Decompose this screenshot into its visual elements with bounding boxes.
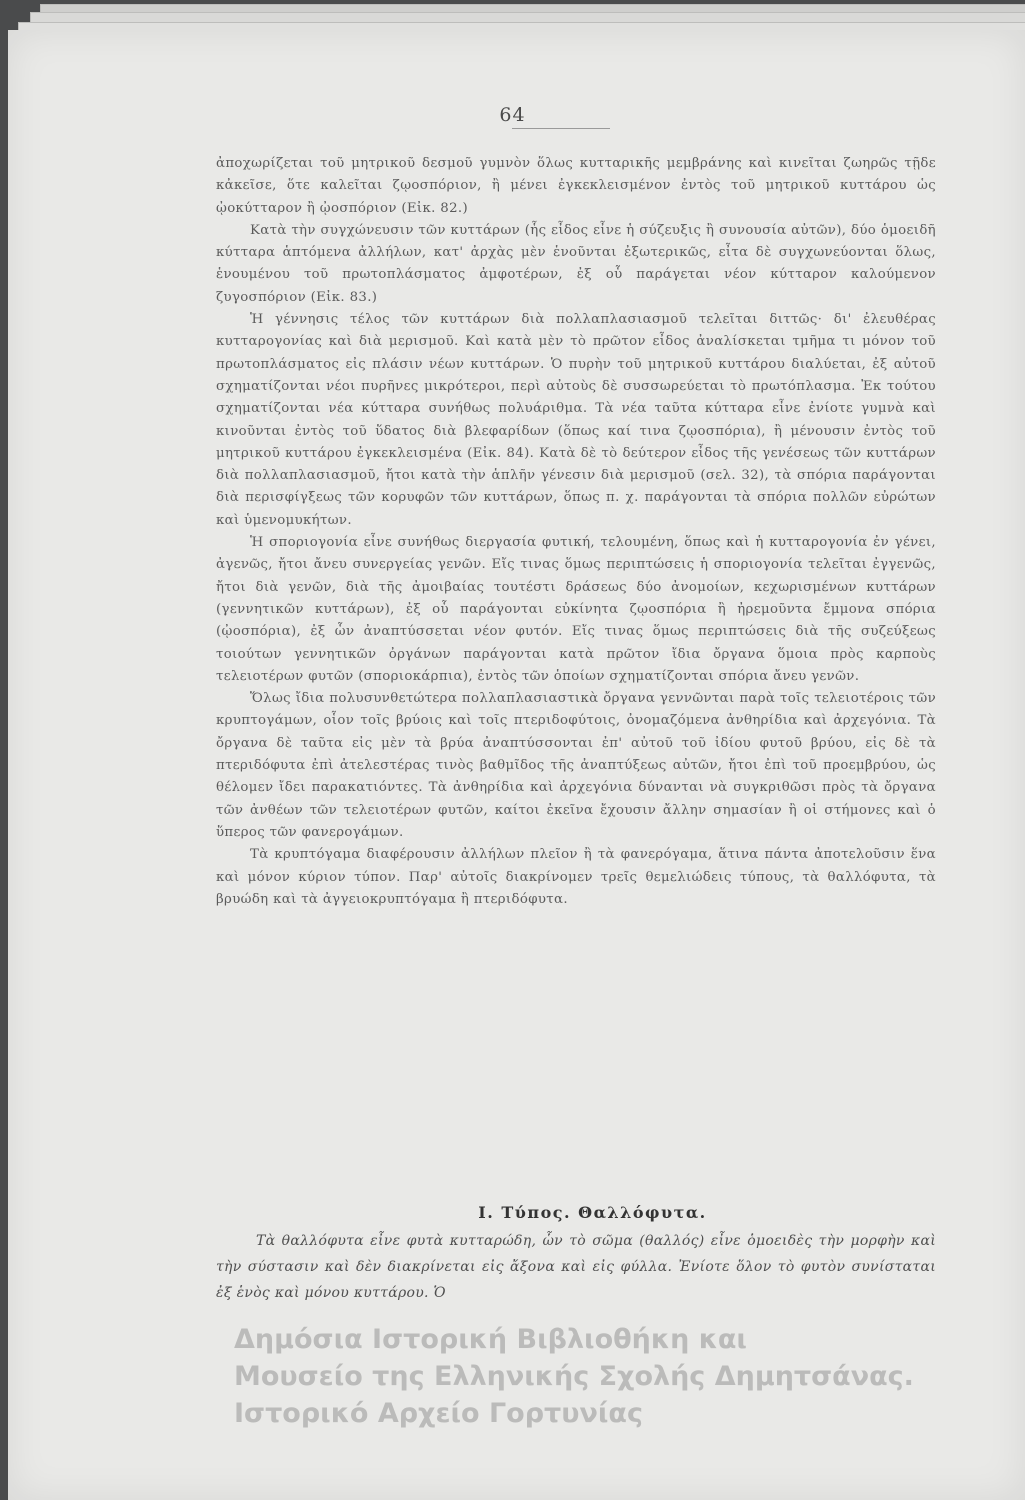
paragraph: ἀποχωρίζεται τοῦ μητρικοῦ δεσμοῦ γυμνὸν ὅλως κυτταρικῆς μεμβράνης καὶ κινεῖται ζωηρῶς τῇδε κἀκεῖσε, ὅτε καλεῖται ζῳοσπόριον, ἢ μένει ἐγκεκλεισμένον ἐντὸς τοῦ μητρικοῦ κυττάρου ὡς ᾠοκύτταρον ἢ ᾠοσπόριον (Εἰκ. 82.) (216, 156, 936, 216)
paragraph: Τὰ θαλλόφυτα εἶνε φυτὰ κυτταρώδη, ὧν τὸ σῶμα (θαλλός) εἶνε ὁμοειδὲς τὴν μορφὴν καὶ τὴν σύστασιν καὶ δὲν διακρίνεται εἰς ἄξονα καὶ εἰς φύλλα. Ἐνίοτε ὅλον τὸ φυτὸν συνίσταται ἐξ ἑνὸς καὶ μόνου κυττάρου. Ὁ (216, 1233, 936, 1301)
library-watermark (234, 1321, 1014, 1432)
paragraph: Ὅλως ἴδια πολυσυνθετώτερα πολλαπλασιαστικὰ ὄργανα γεννῶνται παρὰ τοῖς τελειοτέροις τῶν κρυπτογάμων, οἷον τοῖς βρύοις καὶ τοῖς πτεριδοφύτοις, ὀνομαζόμενα ἀνθηρίδια καὶ ἀρχεγόνια. Τὰ ὄργανα δὲ ταῦτα εἰς μὲν τὰ βρύα ἀναπτύσσονται ἐπ' αὐτοῦ τοῦ ἰδίου φυτοῦ βρύου, εἰς δὲ τὰ πτεριδόφυτα ἐπὶ ἀτελεστέρας τινὸς βαθμῖδος τῆς ἀναπτύξεως αὐτῶν, ἤτοι ἐπὶ τοῦ προεμβρύου, ὡς θέλομεν ἴδει παρακατιόντες. Τὰ ἀνθηρίδια καὶ ἀρχεγόνια δύνανται νὰ συγκριθῶσι πρὸς τὰ ὄργανα τῶν ἀνθέων τῶν τελειοτέρων φυτῶν, καίτοι ἐκεῖνα ἔχουσιν ἄλλην σημασίαν ἢ οἱ στήμονες καὶ ὁ ὕπερος τῶν φανερογάμων. (216, 691, 936, 840)
page-number: 64 (499, 104, 526, 126)
watermark-line: Ιστορικό Αρχείο Γορτυνίας (234, 1398, 643, 1429)
paragraph: Κατὰ τὴν συγχώνευσιν τῶν κυττάρων (ἧς εἶδος εἶνε ἡ σύζευξις ἢ συνουσία αὐτῶν), δύο ὁμοειδῆ κύτταρα ἁπτόμενα ἀλλήλων, κατ' ἀρχὰς μὲν ἑνοῦνται ἐξωτερικῶς, εἶτα δὲ συγχωνεύονται ὅλως, ἑνουμένου τοῦ πρωτοπλάσματος ἀμφοτέρων, ἐξ οὗ παράγεται νέον κύτταρον καλούμενον ζυγοσπόριον (Εἰκ. 83.) (216, 222, 936, 305)
watermark-line: Μουσείο της Ελληνικής Σχολής Δημητσάνας. (234, 1361, 914, 1392)
section-heading: I. Τύπος. Θαλλόφυτα. (478, 1203, 707, 1222)
section-text (216, 1228, 936, 1306)
watermark-line: Δημόσια Ιστορική Βιβλιοθήκη και (234, 1324, 747, 1355)
body-text (216, 153, 936, 911)
paragraph: Τὰ κρυπτόγαμα διαφέρουσιν ἀλλήλων πλεῖον ἢ τὰ φανερόγαμα, ἅτινα πάντα ἀποτελοῦσιν ἕνα καὶ μόνον κύριον τύπον. Παρ' αὐτοῖς διακρίνομεν τρεῖς θεμελιώδεις τύπους, τὰ θαλλόφυτα, τὰ βρυώδη καὶ τὰ ἀγγειοκρυπτόγαμα ἢ πτεριδόφυτα. (216, 847, 936, 907)
paragraph: Ἡ σποριογονία εἶνε συνήθως διεργασία φυτική, τελουμένη, ὅπως καὶ ἡ κυτταρογονία ἐν γένει, ἀγενῶς, ἤτοι ἄνευ συνεργείας γενῶν. Εἴς τινας ὅμως περιπτώσεις ἡ σποριογονία τελεῖται ἐγγενῶς, ἤτοι διὰ γενῶν, διὰ τῆς ἀμοιβαίας τουτέστι δράσεως δύο ἀνομοίων, κεχωρισμένων κυττάρων (γεννητικῶν κυττάρων), ἐξ οὗ παράγονται εὐκίνητα ζῳοσπόρια ἢ ἠρεμοῦντα ἔμμονα σπόρια (ᾠοσπόρια), ἐξ ὧν ἀναπτύσσεται νέον φυτόν. Εἴς τινας ὅμως περιπτώσεις διὰ τῆς συζεύξεως τοιούτων γεννητικῶν ὀργάνων παράγονται κατὰ πρῶτον ἴδια ὄργανα ὅμοια πρὸς καρποὺς τελειοτέρων φυτῶν (σποριοκάρπια), ἐντὸς τῶν ὁποίων σχηματίζονται σπόρια ἄνευ γενῶν. (216, 535, 936, 684)
paragraph: Ἡ γέννησις τέλος τῶν κυττάρων διὰ πολλαπλασιασμοῦ τελεῖται διττῶς· δι' ἐλευθέρας κυτταρογονίας καὶ διὰ μερισμοῦ. Καὶ κατὰ μὲν τὸ πρῶτον εἶδος ἀναλίσκεται τμῆμα τι μόνον τοῦ πρωτοπλάσματος εἰς πλάσιν νέων κυττάρων. Ὁ πυρὴν τοῦ μητρικοῦ κυττάρου διαλύεται, ἐξ αὐτοῦ σχηματίζονται νέοι πυρῆνες μικρότεροι, περὶ αὐτοὺς δὲ συσσωρεύεται τὸ πρωτόπλασμα. Ἐκ τούτου σχηματίζονται νέα κύτταρα συνήθως πολυάριθμα. Τὰ νέα ταῦτα κύτταρα εἶνε ἐνίοτε γυμνὰ καὶ κινοῦνται ἐντὸς τοῦ ὕδατος διὰ βλεφαρίδων (ὅπως καί τινα ζῳοσπόρια), ἢ μένουσιν ἐντὸς τοῦ μητρικοῦ κυττάρου ἐγκεκλεισμένα (Εἰκ. 84). Κατὰ δὲ τὸ δεύτερον εἶδος τῆς γενέσεως τῶν κυττάρων διὰ πολλαπλασιασμοῦ, ἤτοι κατὰ τὴν ἁπλῆν γένεσιν διὰ μερισμοῦ (σελ. 32), τὰ σπόρια παράγονται διὰ περισφίγξεως τῶν κορυφῶν τῶν κυττάρων, ὅπως π. χ. παράγονται τὰ σπόρια πολλῶν εὐρώτων καὶ ὑμενομυκήτων. (216, 312, 936, 528)
page-number-rule (512, 128, 610, 129)
